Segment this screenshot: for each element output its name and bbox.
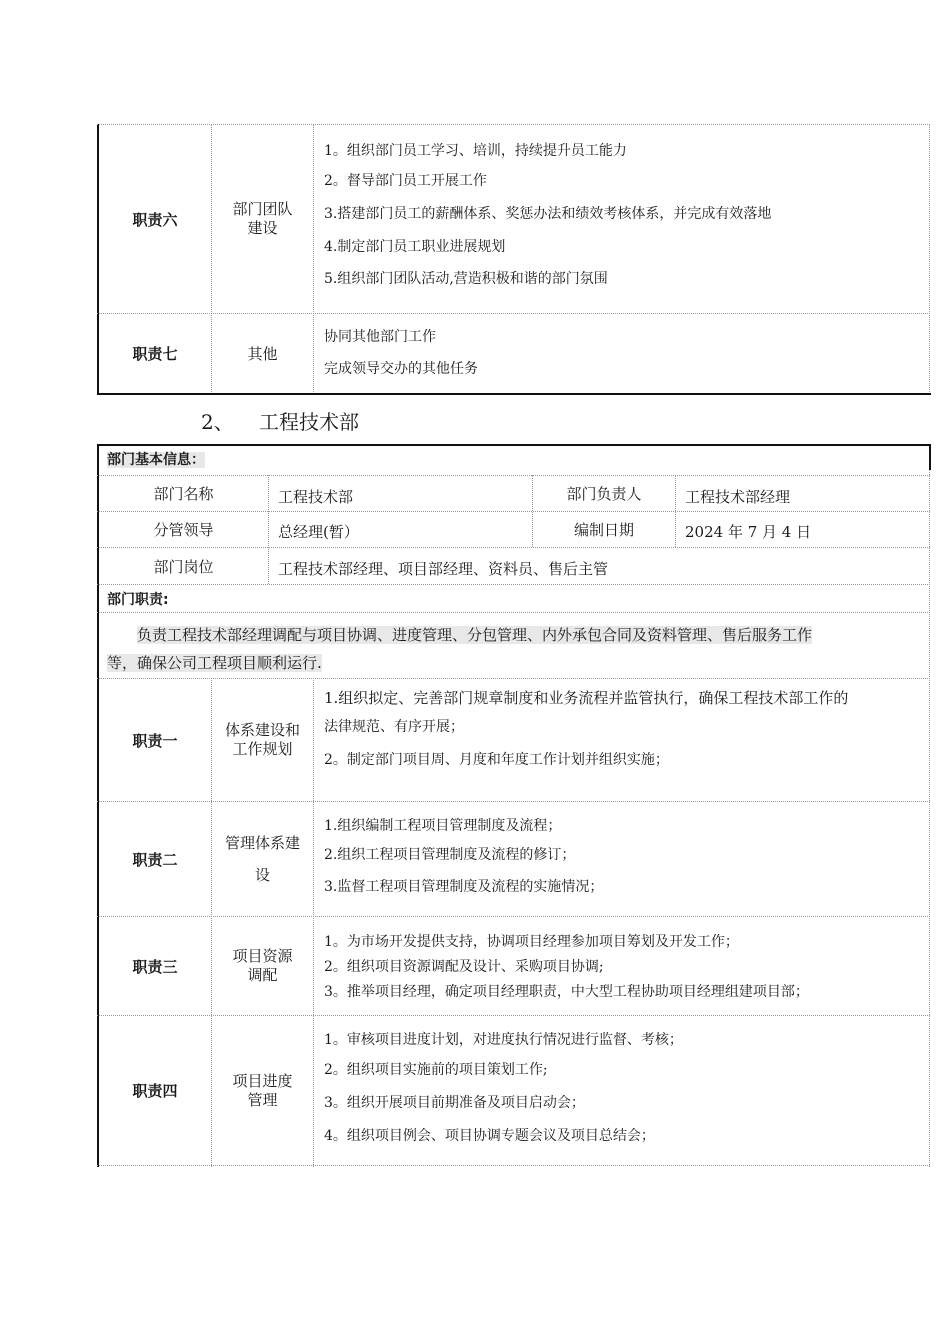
duty-category: 项目进度 管理	[232, 1071, 293, 1109]
duty-title: 职责六	[132, 210, 178, 229]
duty-category: 管理体系建 设	[224, 834, 300, 884]
duty-item: 协同其他部门工作	[324, 329, 436, 345]
duty-item: 完成领导交办的其他任务	[324, 361, 478, 377]
duty-item: 1.组织编制工程项目管理制度及流程；	[324, 818, 562, 834]
duty-category: 项目资源 调配	[232, 947, 293, 984]
section-number: 2、	[201, 410, 234, 434]
dept-name-value: 工程技术部	[278, 488, 354, 506]
section-title: 工程技术部	[259, 410, 359, 434]
duty-description: 负责工程技术部经理调配与项目协调、进度管理、分包管理、内外承包合同及资料管理、售后服务工作 等，确保公司工程项目顺利运行.	[107, 626, 813, 672]
leader-label: 分管领导	[153, 521, 214, 539]
leader-value: 总经理(暂）	[278, 523, 359, 541]
duty-title: 职责二	[132, 850, 178, 869]
duty-item: 2.组织工程项目管理制度及流程的修订；	[324, 847, 576, 863]
posts-label: 部门岗位	[153, 557, 214, 576]
duty-category: 其他	[247, 345, 278, 363]
duty-item: 3.搭建部门员工的薪酬体系、奖惩办法和绩效考核体系，并完成有效落地	[324, 206, 772, 222]
duty-title: 职责一	[132, 731, 178, 750]
duty-items	[314, 125, 929, 313]
duty-item: 法律规范、有序开展；	[324, 719, 464, 735]
duty-items	[314, 314, 929, 393]
duty-items	[314, 1016, 929, 1165]
duty-items	[314, 917, 929, 1015]
duty-item: 4.制定部门员工职业进展规划	[324, 239, 506, 255]
duty-item: 1.组织拟定、完善部门规章制度和业务流程并监管执行，确保工程技术部工作的	[324, 689, 849, 707]
dept-head-value: 工程技术部经理	[685, 488, 791, 506]
duty-items	[314, 802, 929, 916]
duty-item: 1。审核项目进度计划，对进度执行情况进行监督、考核；	[324, 1032, 683, 1048]
duty-item: 1。组织部门员工学习、培训，持续提升员工能力	[324, 143, 627, 159]
duty-title: 职责四	[132, 1082, 178, 1100]
duty-item: 2。督导部门员工开展工作	[324, 173, 487, 189]
duty-items	[314, 679, 929, 801]
date-label: 编制日期	[573, 521, 634, 539]
duty-item: 3。推举项目经理，确定项目经理职责，中大型工程协助项目经理组建项目部；	[324, 984, 809, 1000]
duty-item: 2。组织项目资源调配及设计、采购项目协调;	[324, 959, 604, 975]
basic-info-label: 部门基本信息：	[107, 452, 205, 468]
duty-item: 1。为市场开发提供支持，协调项目经理参加项目筹划及开发工作；	[324, 934, 739, 950]
duty-item: 2。制定部门项目周、月度和年度工作计划并组织实施；	[324, 752, 669, 768]
duty-item: 2。组织项目实施前的项目策划工作;	[324, 1062, 548, 1078]
duty-title: 职责七	[132, 345, 178, 363]
duty-item: 3.监督工程项目管理制度及流程的实施情况；	[324, 879, 604, 895]
dept-head-label: 部门负责人	[566, 485, 642, 503]
duty-category: 部门团队 建设	[232, 200, 293, 237]
duty-category: 体系建设和 工作规划	[224, 721, 300, 758]
duty-title: 职责三	[132, 957, 178, 976]
date-value: 2024 年 7 月 4 日	[685, 523, 812, 541]
duty-item: 4。组织项目例会、项目协调专题会议及项目总结会；	[324, 1128, 655, 1144]
dept-name-label: 部门名称	[153, 485, 214, 503]
duty-item: 5.组织部门团队活动,营造积极和谐的部门氛围	[324, 271, 608, 287]
duty-label: 部门职责:	[107, 592, 169, 608]
duty-item: 3。组织开展项目前期准备及项目启动会；	[324, 1095, 585, 1111]
posts-value: 工程技术部经理、项目部经理、资料员、售后主管	[278, 560, 609, 578]
